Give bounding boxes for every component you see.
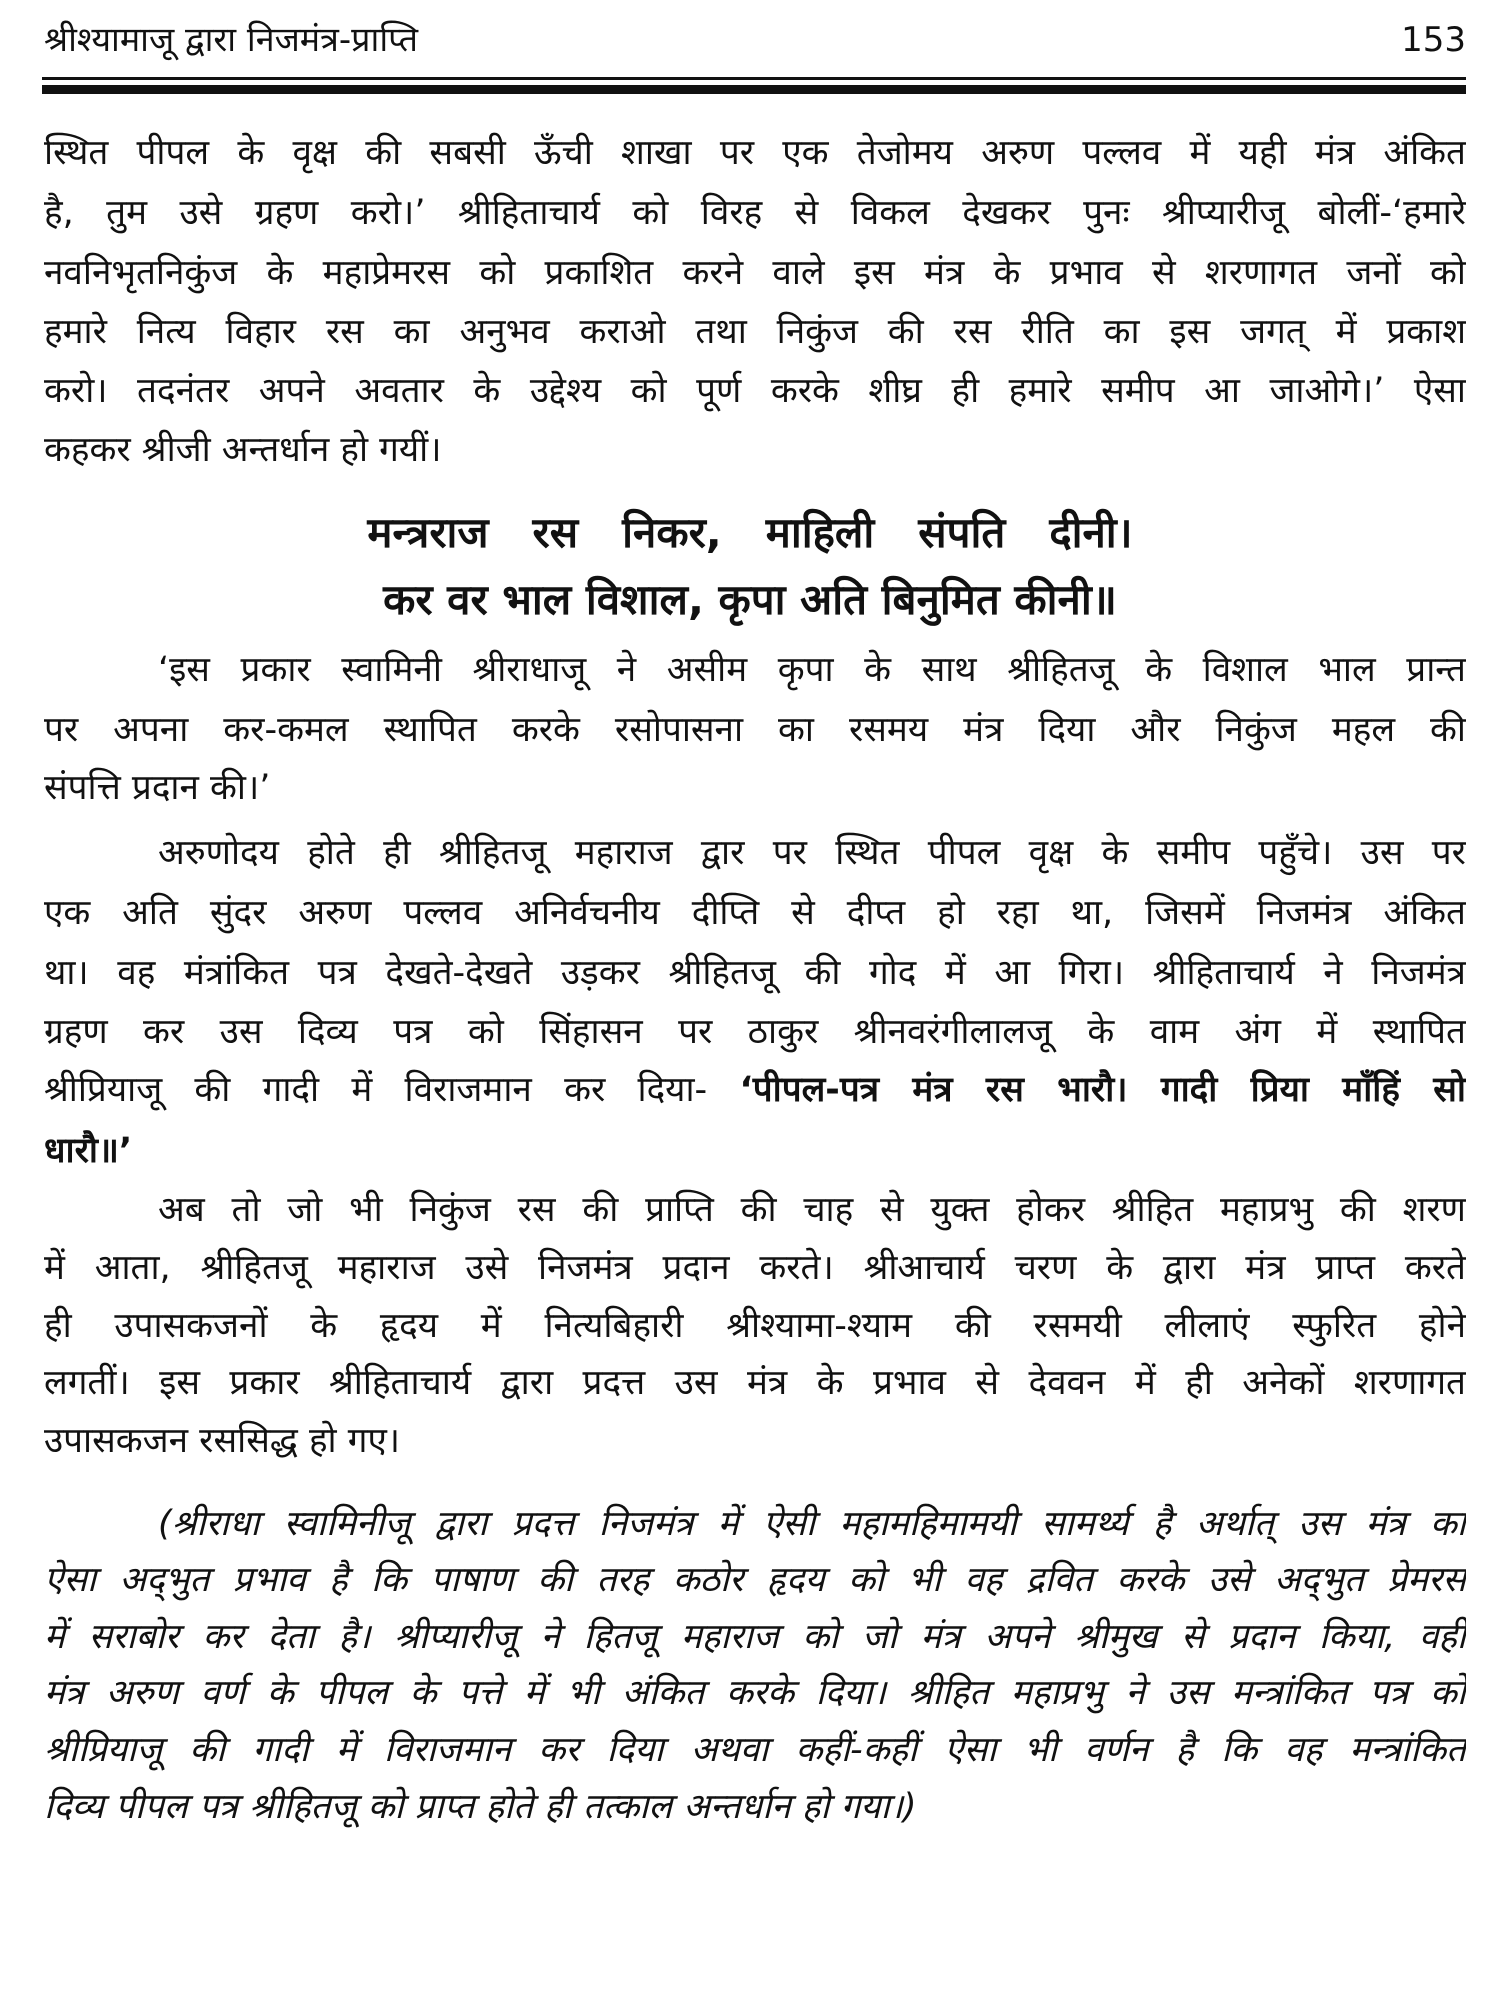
text-line: अरुणोदय होते ही श्रीहितजू महाराज द्वार पर स्थित पीपल वृक्ष के समीप पहुँचे। उस पर xyxy=(158,833,1466,873)
text-line: श्रीप्रियाजू की गादी में विराजमान कर दिया अथवा कहीं-कहीं ऐसा भी वर्णन है कि वह मन्त्रांकित xyxy=(44,1730,1466,1770)
text-line: ही उपासकजनों के हृदय में नित्यबिहारी श्रीश्यामा-श्याम की रसमयी लीलाएं स्फुरित होने xyxy=(44,1306,1466,1346)
text-line xyxy=(44,1061,1466,1119)
text-line: संपत्ति प्रदान की।’ xyxy=(44,768,271,808)
text-line: धारौ॥’ xyxy=(44,1131,133,1171)
header-rule-thick xyxy=(42,85,1466,94)
verse-line-2: कर वर भाल विशाल, कृपा अति बिनुमित कीनी॥ xyxy=(383,575,1117,624)
text-segment: श्रीप्रियाजू की गादी में विराजमान कर दिया- xyxy=(44,1070,708,1110)
header-rule-thin xyxy=(42,77,1466,80)
verse-word: मन्त्रराज xyxy=(367,508,489,557)
text-line: करो। तदनंतर अपने अवतार के उद्देश्य को पूर्ण करके शीघ्र ही हमारे समीप आ जाओगे।’ ऐसा xyxy=(44,371,1466,411)
text-line: पर अपना कर-कमल स्थापित करके रसोपासना का रसमय मंत्र दिया और निकुंज महल की xyxy=(44,710,1466,750)
text-line: ग्रहण कर उस दिव्य पत्र को सिंहासन पर ठाकुर श्रीनवरंगीलालजू के वाम अंग में स्थापित xyxy=(44,1012,1466,1052)
verse-word: माहिली xyxy=(765,508,875,557)
text-line: लगतीं। इस प्रकार श्रीहिताचार्य द्वारा प्रदत्त उस मंत्र के प्रभाव से देववन में ही अनेकों शरणागत xyxy=(44,1363,1466,1403)
verse-word: निकर, xyxy=(622,508,722,557)
text-line: मंत्र अरुण वर्ण के पीपल के पत्ते में भी अंकित करके दिया। श्रीहित महाप्रभु ने उस मन्त्रांकित पत्र को xyxy=(44,1673,1466,1713)
verse-word: संपति xyxy=(918,508,1006,557)
text-line: था। वह मंत्रांकित पत्र देखते-देखते उड़कर श्रीहितजू की गोद में आ गिरा। श्रीहिताचार्य ने निजमंत्र xyxy=(44,953,1466,993)
text-line: है, तुम उसे ग्रहण करो।’ श्रीहिताचार्य को विरह से विकल देखकर पुनः श्रीप्यारीजू बोलीं-‘हमारे xyxy=(44,193,1466,233)
text-line: उपासकजन रससिद्ध हो गए। xyxy=(44,1421,401,1461)
text-line: में सराबोर कर देता है। श्रीप्यारीजू ने हितजू महाराज को जो मंत्र अपने श्रीमुख से प्रदान किया, वही xyxy=(44,1617,1466,1657)
text-line: दिव्य पीपल पत्र श्रीहितजू को प्राप्त होते ही तत्काल अन्तर्धान हो गया।) xyxy=(44,1787,917,1827)
running-header-title: श्रीश्यामाजू द्वारा निजमंत्र-प्राप्ति xyxy=(44,20,418,60)
verse-word: दीनी। xyxy=(1049,508,1133,557)
text-line: ऐसा अद्‌भुत प्रभाव है कि पाषाण की तरह कठोर हृदय को भी वह द्रवित करके उसे अद्‌भुत प्रेमरस xyxy=(44,1560,1466,1600)
text-line: में आता, श्रीहितजू महाराज उसे निजमंत्र प्रदान करते। श्रीआचार्य चरण के द्वारा मंत्र प्राप्त करते xyxy=(44,1248,1466,1288)
text-line: (श्रीराधा स्वामिनीजू द्वारा प्रदत्त निजमंत्र में ऐसी महामहिमामयी सामर्थ्य है अर्थात् उस मंत्र का xyxy=(158,1504,1466,1544)
text-line: कहकर श्रीजी अन्तर्धान हो गयीं। xyxy=(44,430,442,470)
text-line: नवनिभृतनिकुंज के महाप्रेमरस को प्रकाशित करने वाले इस मंत्र के प्रभाव से शरणागत जनों को xyxy=(44,253,1466,293)
text-line: हमारे नित्य विहार रस का अनुभव कराओ तथा निकुंज की रस रीति का इस जगत् में प्रकाश xyxy=(44,312,1466,352)
verse-word: रस xyxy=(532,508,579,557)
text-line: एक अति सुंदर अरुण पल्लव अनिर्वचनीय दीप्ति से दीप्त हो रहा था, जिसमें निजमंत्र अंकित xyxy=(44,893,1466,933)
verse-line-1 xyxy=(0,500,1500,566)
text-line: ‘इस प्रकार स्वामिनी श्रीराधाजू ने असीम कृपा के साथ श्रीहितजू के विशाल भाल प्रान्त xyxy=(158,650,1466,690)
page-number: 153 xyxy=(1401,20,1466,60)
text-line: अब तो जो भी निकुंज रस की प्राप्ति की चाह से युक्त होकर श्रीहित महाप्रभु की शरण xyxy=(158,1190,1466,1230)
bold-quote: ‘पीपल-पत्र मंत्र रस भारौ। गादी प्रिया माँहिं सो xyxy=(739,1070,1466,1110)
text-line: स्थित पीपल के वृक्ष की सबसी ऊँची शाखा पर एक तेजोमय अरुण पल्लव में यही मंत्र अंकित xyxy=(44,133,1466,173)
